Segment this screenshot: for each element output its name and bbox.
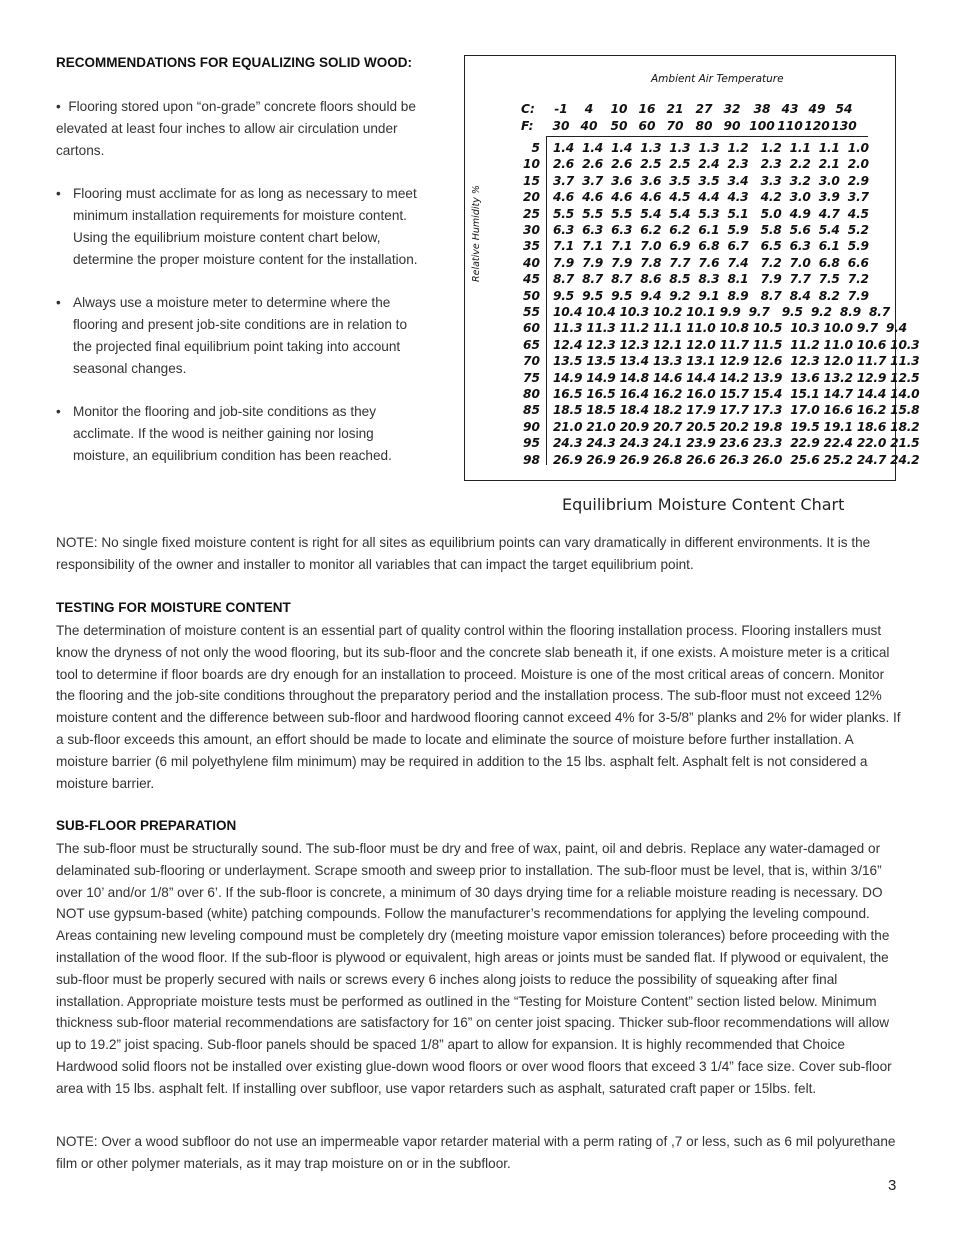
value-row: 13.5 13.5 13.4 13.3 13.1 12.9 12.6 12.3 12.0 11.7 11.3 [553, 354, 920, 369]
recommendations-list [56, 96, 428, 488]
row-divider [546, 137, 547, 465]
testing-body: The determination of moisture content is an essential part of quality control within the flooring installation process. Flooring installers must know the dryness of not only the wood flooring, but its sub-floor and the concrete slab beneath it, if one exists. A moisture meter is a critical tool to determine if floor boards are dry enough for an installation to proceed. Moisture is one of the most critical areas of concern. Monitor the flooring and the job-site conditions throughout the preparatory period and the installation process. The sub-floor must not exceed 12% moisture content and the difference between sub-floor and hardwood flooring cannot exceed 4% for 3-5/8” planks and 2% for wider planks. If a sub-floor exceeds this amount, an effort should be made to locate and eliminate the source of moisture before further installation. A moisture barrier (6 mil polyethylene film minimum) may be required in addition to the 15 lbs. asphalt felt. Asphalt felt is not considered a moisture barrier. [56, 623, 901, 791]
celsius-header-cell: 54 [835, 102, 853, 116]
humidity-cell: 75 [523, 370, 540, 385]
humidity-cell: 10 [523, 157, 540, 172]
bullet-icon: • [56, 295, 61, 310]
fahrenheit-header-cell: 130 [831, 119, 857, 133]
humidity-cell: 15 [523, 173, 540, 188]
value-row: 18.5 18.5 18.4 18.2 17.9 17.7 17.3 17.0 16.6 16.2 15.8 [553, 403, 920, 418]
humidity-cell: 40 [523, 255, 540, 270]
value-row: 26.9 26.9 26.9 26.8 26.6 26.3 26.0 25.6 25.2 24.7 24.2 [553, 452, 920, 467]
celsius-header-cell: 10 [610, 102, 628, 116]
humidity-cell: 70 [523, 354, 540, 369]
bullet-icon: • [56, 99, 61, 114]
page-number: 3 [888, 1177, 897, 1194]
celsius-header-cell: -1 [554, 102, 568, 116]
subfloor-body: The sub-floor must be structurally sound. The sub-floor must be dry and free of wax, paint, oil and debris. Replace any water-damaged or delaminated sub-flooring or underlayment. Scrape smooth and sweep prior to installation. The sub-floor must be level, that is, within 3/16” over 10’ and/or 1/8” over 6’. If the sub-floor is concrete, a minimum of 30 days drying time for a reliable moisture reading is necessary. DO NOT use gypsum-based (white) patching compounds. Follow the manufacturer’s recommendations for applying the leveling compound. Areas containing new leveling compound must be completely dry (meeting moisture vapor emission tolerances) before proceeding with the installation of the wood floor. If the sub-floor is plywood or equivalent, high areas or joints must be sanded flat. If plywood or equivalent, the sub-floor must be properly secured with nails or screws every 6 inches along joists to reduce the possibility of squeaking after final installation. Appropriate moisture tests must be performed as outlined in the “Testing for Moisture Content” section listed below. Minimum thickness sub-floor material recommendations are satisfactory for 16” on center joist spacing. Thicker sub-floor recommendations will allow up to 19.2” joist spacing. Sub-floor panels should be spaced 1/8” apart to allow for expansion. It is highly recommended that Choice Hardwood solid floors not be installed over existing glue-down wood floors or over wood floors that exceed 3 1/4” face size. Cover sub-floor area with 15 lbs. asphalt felt. If installing over subfloor, use vapor retarders such as asphalt, saturated craft paper or 15lbs. felt. [56, 841, 892, 1096]
chart-title: Ambient Air Temperature [651, 73, 784, 85]
humidity-cell: 98 [523, 452, 540, 467]
humidity-cell: 95 [523, 436, 540, 451]
humidity-cell: 30 [523, 223, 540, 237]
humidity-cell: 60 [523, 321, 540, 336]
list-item-text: Monitor the flooring and job-site conditions as they acclimate. If the wood is neither gaining nor losing moisture, an equilibrium condition has been reached. [73, 404, 392, 463]
list-item-text: Always use a moisture meter to determine where the flooring and present job-site conditions are in relation to the projected final equilibrium point taking into account seasonal changes. [73, 295, 408, 376]
value-row: 11.3 11.3 11.2 11.1 11.0 10.8 10.5 10.3 10.0 9.7 9.4 [553, 321, 907, 336]
celsius-header-cell: 16 [638, 102, 656, 116]
value-row: 5.5 5.5 5.5 5.4 5.4 5.3 5.1 5.0 4.9 4.7 4.5 [553, 206, 869, 221]
value-row: 6.3 6.3 6.3 6.2 6.2 6.1 5.9 5.8 5.6 5.4 5.2 [553, 223, 869, 237]
celsius-header-cell: 27 [695, 102, 713, 116]
humidity-cell: 55 [523, 305, 540, 319]
note-vapor-retarder: NOTE: Over a wood subfloor do not use an impermeable vapor retarder material with a perm rating of ,7 or less, such as 6 mil polyurethane film or other polymer materials, as it may trap moisture on or in the subfloor. [56, 1134, 896, 1171]
value-row: 2.6 2.6 2.6 2.5 2.5 2.4 2.3 2.3 2.2 2.1 2.0 [553, 157, 869, 172]
fahrenheit-header-cell: 110 [777, 119, 803, 133]
note-equilibrium: NOTE: No single fixed moisture content is right for all sites as equilibrium points can vary dramatically in different environments. It is the responsibility of the owner and installer to monitor all variables that can impact the target equilibrium point. [56, 535, 871, 572]
row-axis-label: Relative Humidity % [471, 185, 482, 282]
humidity-cell: 35 [523, 239, 540, 254]
fahrenheit-label: F: [521, 119, 534, 133]
value-row: 4.6 4.6 4.6 4.6 4.5 4.4 4.3 4.2 3.0 3.9 3.7 [553, 190, 869, 205]
humidity-cell: 5 [531, 141, 540, 155]
value-row: 3.7 3.7 3.6 3.6 3.5 3.5 3.4 3.3 3.2 3.0 2.9 [553, 173, 869, 188]
value-row: 1.4 1.4 1.4 1.3 1.3 1.3 1.2 1.2 1.1 1.1 1.0 [553, 141, 869, 155]
humidity-cell: 90 [523, 419, 540, 434]
value-row: 12.4 12.3 12.3 12.1 12.0 11.7 11.5 11.2 11.0 10.6 10.3 [553, 337, 920, 352]
value-row: 24.3 24.3 24.3 24.1 23.9 23.6 23.3 22.9 22.4 22.0 21.5 [553, 436, 920, 451]
fahrenheit-header-cell: 100 [749, 119, 775, 133]
celsius-header-cell: 32 [723, 102, 741, 116]
bullet-icon: • [56, 404, 61, 419]
value-row: 9.5 9.5 9.5 9.4 9.2 9.1 8.9 8.7 8.4 8.2 7.9 [553, 288, 869, 303]
fahrenheit-header-cell: 80 [695, 119, 713, 133]
celsius-header-cell: 38 [753, 102, 771, 116]
fahrenheit-header-cell: 50 [610, 119, 628, 133]
fahrenheit-header-cell: 70 [666, 119, 684, 133]
humidity-cell: 85 [523, 403, 540, 418]
moisture-content-chart [464, 55, 920, 481]
fahrenheit-header-cell: 40 [580, 119, 598, 133]
fahrenheit-header-cell: 30 [552, 119, 570, 133]
celsius-header-cell: 43 [781, 102, 799, 116]
humidity-cell: 20 [523, 190, 540, 205]
value-row: 21.0 21.0 20.9 20.7 20.5 20.2 19.8 19.5 19.1 18.6 18.2 [553, 419, 920, 434]
bullet-icon: • [56, 186, 61, 201]
list-item [56, 401, 428, 467]
list-item [56, 292, 428, 380]
celsius-header-cell: 4 [584, 102, 594, 116]
list-item [56, 183, 428, 271]
fahrenheit-header-cell: 120 [804, 119, 830, 133]
chart-caption: Equilibrium Moisture Content Chart [562, 495, 845, 514]
humidity-cell: 25 [523, 206, 540, 221]
fahrenheit-header-cell: 90 [723, 119, 741, 133]
value-row: 14.9 14.9 14.8 14.6 14.4 14.2 13.9 13.6 13.2 12.9 12.5 [553, 370, 920, 385]
testing-heading: TESTING FOR MOISTURE CONTENT [56, 600, 291, 615]
celsius-label: C: [521, 102, 535, 116]
list-item [56, 96, 428, 162]
celsius-header-cell: 21 [666, 102, 684, 116]
value-row: 8.7 8.7 8.7 8.6 8.5 8.3 8.1 7.9 7.7 7.5 7.2 [553, 272, 869, 287]
header-divider [546, 136, 868, 137]
value-row: 7.1 7.1 7.1 7.0 6.9 6.8 6.7 6.5 6.3 6.1 5.9 [553, 239, 869, 254]
list-item-text: Flooring stored upon “on-grade” concrete floors should be elevated at least four inches to allow air circulation under cartons. [56, 99, 416, 158]
list-item-text: Flooring must acclimate for as long as necessary to meet minimum installation requirements for moisture content. Using the equilibrium moisture content chart below, determine the proper moisture content for the installation. [73, 186, 418, 267]
celsius-header-cell: 49 [808, 102, 826, 116]
fahrenheit-header-cell: 60 [638, 119, 656, 133]
value-row: 10.4 10.4 10.3 10.2 10.1 9.9 9.7 9.5 9.2 8.9 8.7 [553, 305, 890, 319]
humidity-cell: 80 [523, 387, 540, 401]
humidity-cell: 65 [523, 337, 540, 352]
recommendations-heading: RECOMMENDATIONS FOR EQUALIZING SOLID WOOD: [56, 55, 412, 70]
humidity-cell: 45 [523, 272, 540, 287]
humidity-cell: 50 [523, 288, 540, 303]
subfloor-heading: SUB-FLOOR PREPARATION [56, 818, 237, 833]
value-row: 16.5 16.5 16.4 16.2 16.0 15.7 15.4 15.1 14.7 14.4 14.0 [553, 387, 920, 401]
value-row: 7.9 7.9 7.9 7.8 7.7 7.6 7.4 7.2 7.0 6.8 6.6 [553, 255, 869, 270]
